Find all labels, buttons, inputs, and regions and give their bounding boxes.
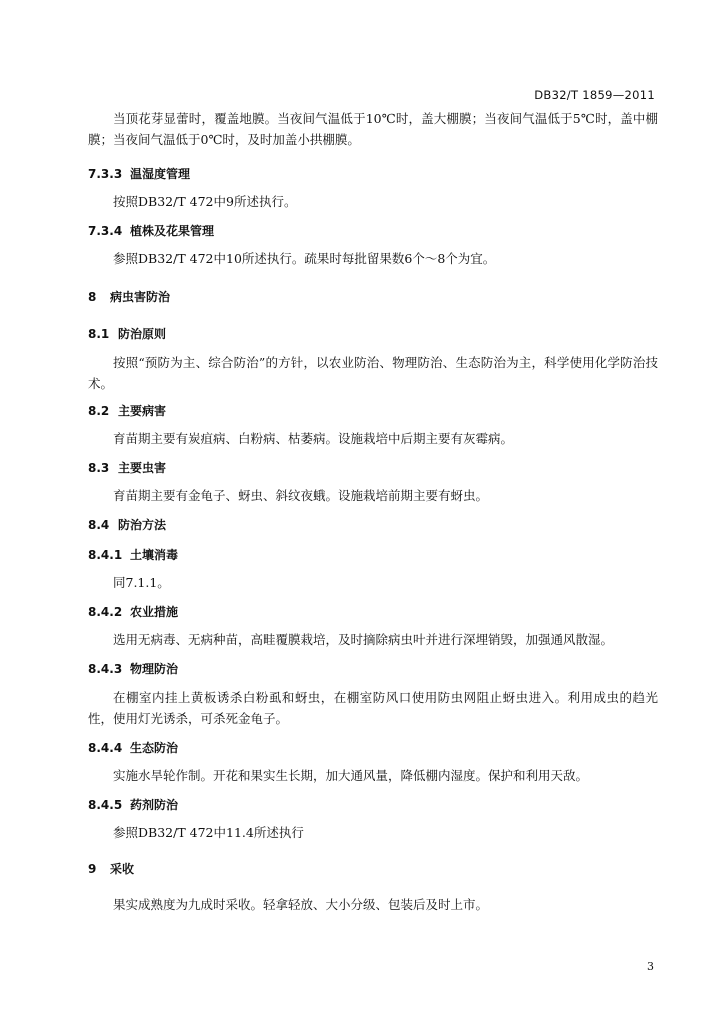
section-heading	[88, 287, 658, 308]
section-number: 8.4.3	[88, 662, 123, 676]
section-title: 生态防治	[130, 741, 179, 755]
section-heading	[88, 401, 658, 422]
section-title: 病虫害防治	[110, 290, 171, 304]
section-title: 物理防治	[130, 662, 179, 676]
section-title: 温湿度管理	[130, 167, 191, 181]
section-heading	[88, 795, 658, 816]
section-heading	[88, 659, 658, 680]
document-code: DB32/T 1859—2011	[534, 88, 655, 102]
paragraph: 当顶花芽显蕾时，覆盖地膜。当夜间气温低于10℃时，盖大棚膜；当夜间气温低于5℃时，盖中棚膜；当夜间气温低于0℃时，及时加盖小拱棚膜。	[88, 111, 658, 147]
section-heading	[88, 602, 658, 623]
section-number: 8.4	[88, 518, 110, 532]
section-heading	[88, 324, 658, 345]
section-number: 8.4.4	[88, 741, 123, 755]
section-heading	[88, 458, 658, 479]
paragraph: 按照DB32/T 472中9所述执行。	[113, 194, 297, 209]
section-heading	[88, 738, 658, 759]
paragraph: 同7.1.1。	[113, 575, 170, 590]
paragraph: 果实成熟度为九成时采收。轻拿轻放、大小分级、包装后及时上市。	[113, 897, 489, 912]
section-title: 植株及花果管理	[130, 224, 215, 238]
paragraph: 参照DB32/T 472中10所述执行。疏果时每批留果数6个～8个为宜。	[113, 251, 496, 266]
paragraph: 按照“预防为主、综合防治”的方针，以农业防治、物理防治、生态防治为主，科学使用化学防治技术。	[88, 355, 658, 391]
section-number: 8.3	[88, 461, 110, 475]
page-number: 3	[647, 960, 654, 973]
section-title: 采收	[110, 862, 135, 876]
section-heading	[88, 545, 658, 566]
header-rule	[88, 104, 655, 105]
section-title: 土壤消毒	[130, 548, 179, 562]
paragraph: 参照DB32/T 472中11.4所述执行	[113, 825, 304, 840]
document-body	[88, 108, 658, 915]
section-number: 9	[88, 862, 97, 876]
paragraph: 选用无病毒、无病种苗，高畦覆膜栽培，及时摘除病虫叶并进行深埋销毁，加强通风散湿。	[113, 632, 614, 647]
section-heading	[88, 221, 658, 242]
section-number: 7.3.3	[88, 167, 123, 181]
section-title: 主要虫害	[118, 461, 167, 475]
paragraph: 在棚室内挂上黄板诱杀白粉虱和蚜虫，在棚室防风口使用防虫网阻止蚜虫进入。利用成虫的趋光性，使用灯光诱杀，可杀死金龟子。	[88, 690, 658, 726]
paragraph: 实施水旱轮作制。开花和果实生长期，加大通风量，降低棚内湿度。保护和利用天敌。	[113, 768, 589, 783]
section-title: 防治方法	[118, 518, 167, 532]
section-heading	[88, 164, 658, 185]
section-number: 8.1	[88, 327, 110, 341]
section-number: 7.3.4	[88, 224, 123, 238]
section-number: 8.4.5	[88, 798, 123, 812]
section-heading	[88, 515, 658, 536]
section-number: 8.4.1	[88, 548, 123, 562]
section-number: 8	[88, 290, 97, 304]
paragraph: 育苗期主要有金龟子、蚜虫、斜纹夜蛾。设施栽培前期主要有蚜虫。	[113, 488, 489, 503]
section-heading	[88, 859, 658, 880]
paragraph: 育苗期主要有炭疽病、白粉病、枯萎病。设施栽培中后期主要有灰霉病。	[113, 431, 514, 446]
section-number: 8.2	[88, 404, 110, 418]
section-title: 药剂防治	[130, 798, 179, 812]
section-title: 防治原则	[118, 327, 167, 341]
section-number: 8.4.2	[88, 605, 123, 619]
section-title: 主要病害	[118, 404, 167, 418]
section-title: 农业措施	[130, 605, 179, 619]
